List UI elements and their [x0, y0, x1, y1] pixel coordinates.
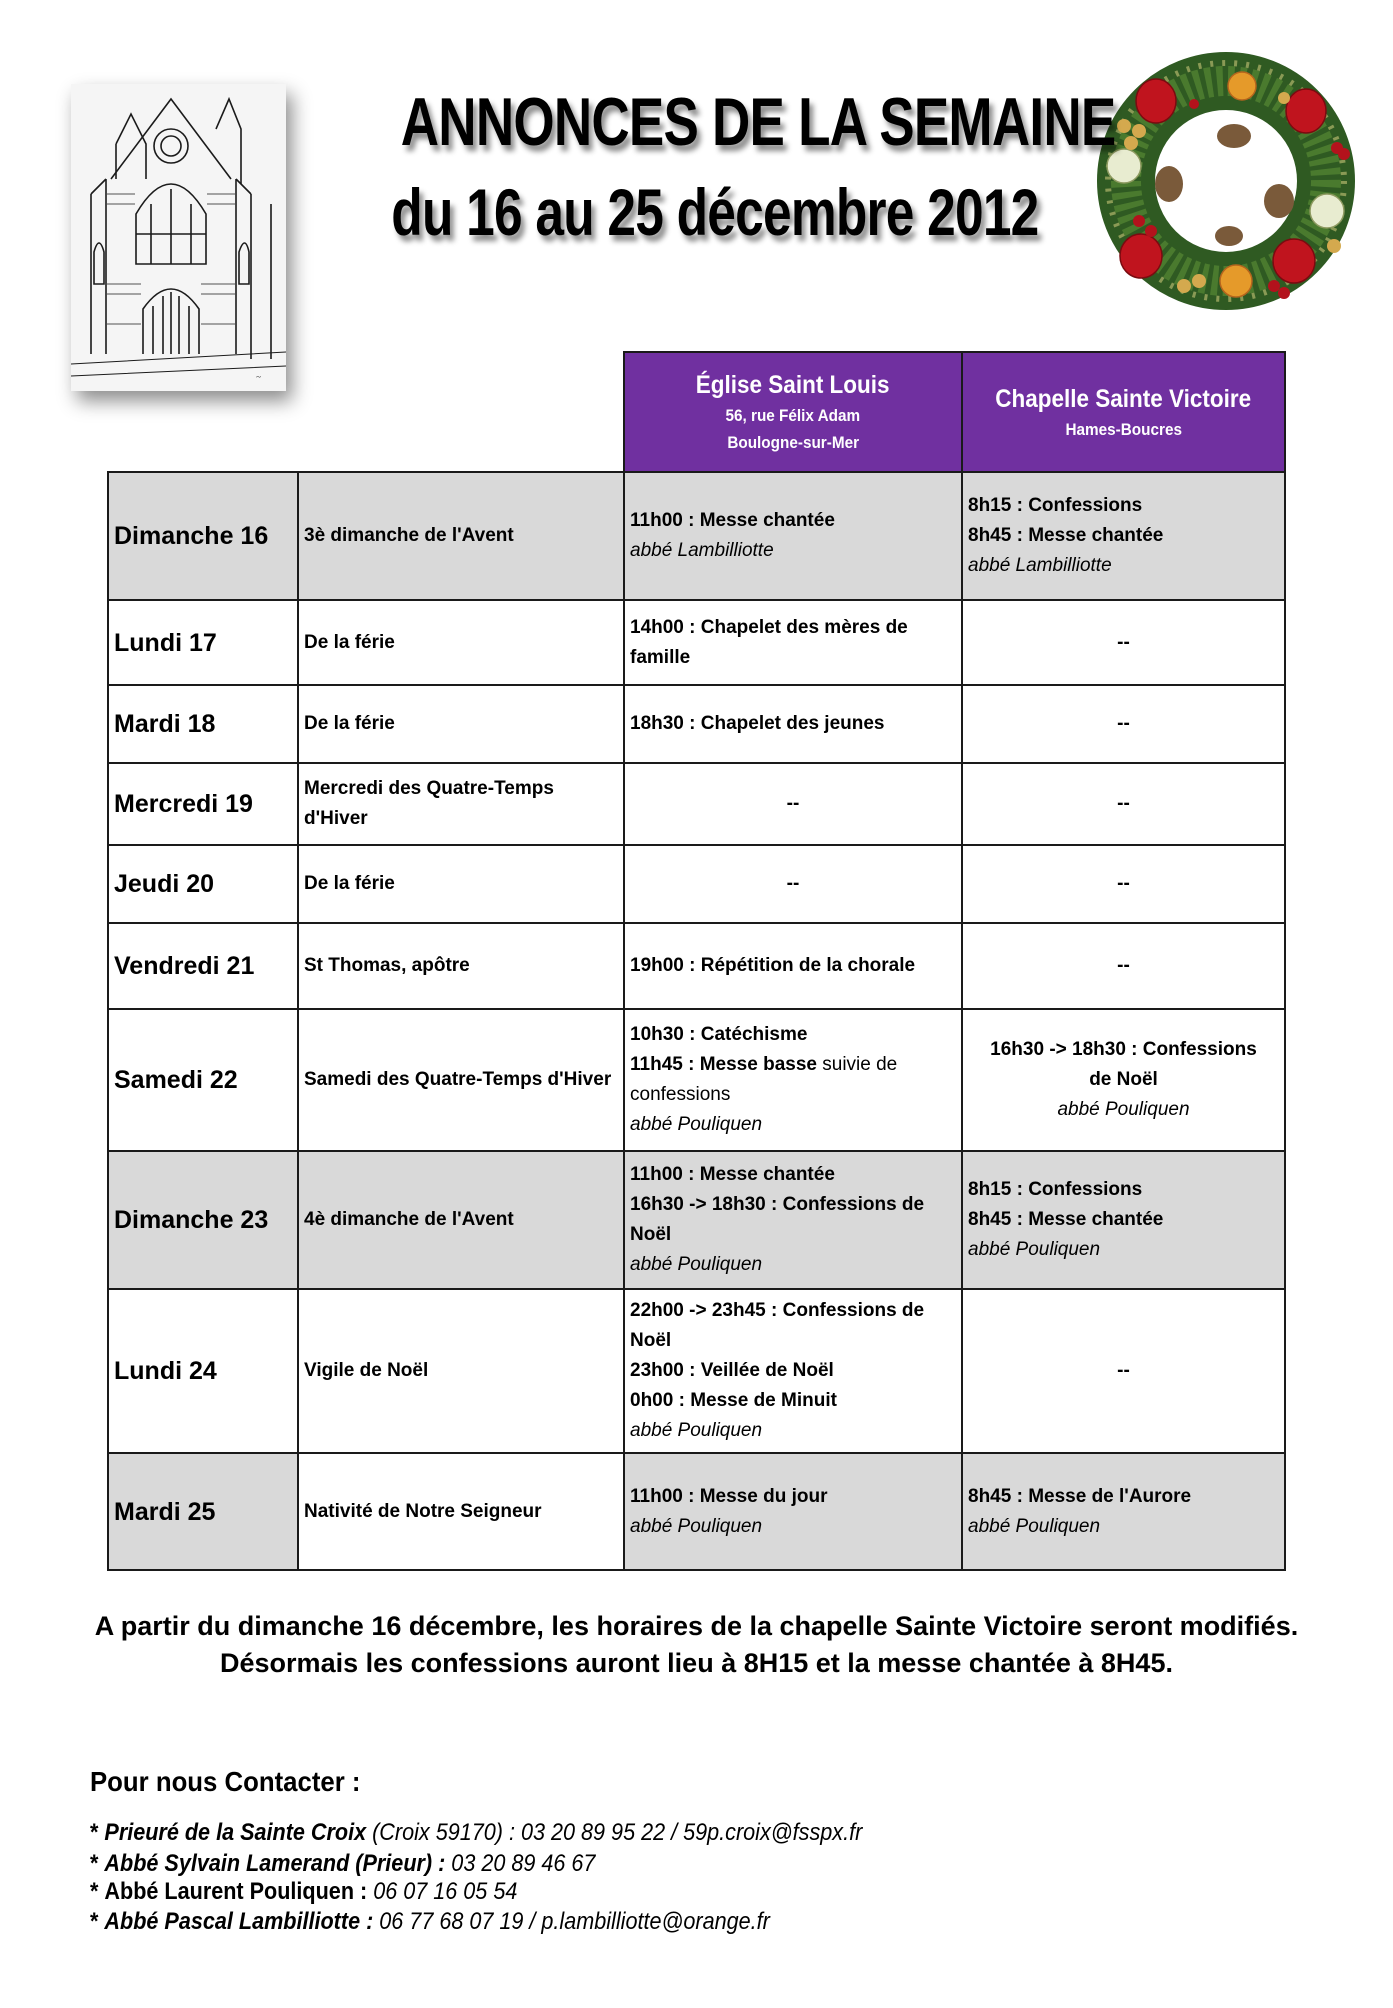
day-label: Jeudi 20: [114, 870, 215, 898]
sainte-victoire-cell: [961, 599, 1286, 686]
sainte-victoire-cell: [961, 684, 1286, 764]
contact-entry-pouliquen: [90, 1877, 517, 1907]
saint-louis-cell: [623, 471, 963, 601]
table-row: [107, 684, 1286, 764]
event-time-title: 8h15 : Confessions: [968, 1179, 1143, 1200]
feast-cell: [297, 1452, 625, 1571]
event-time-title: 23h00 : Veillée de Noël: [630, 1360, 834, 1381]
page-subtitle-text: du 16 au 25 décembre 2012: [391, 175, 1039, 249]
table-row: [107, 471, 1286, 601]
page-title: [300, 82, 1116, 162]
contact-entry-lamerand: [90, 1849, 595, 1879]
event-time-title: 8h45 : Messe de l'Aurore: [968, 1485, 1192, 1507]
column-header-city: Boulogne-sur-Mer: [727, 433, 859, 452]
celebrant-name: abbé Pouliquen: [630, 1114, 763, 1135]
saint-louis-cell: [623, 684, 963, 764]
table-row: [107, 1452, 1286, 1571]
sainte-victoire-cell: [961, 471, 1286, 601]
event-time-title: 14h00 : Chapelet des mères de famille: [630, 616, 908, 668]
bullet: *: [90, 1850, 99, 1877]
sainte-victoire-cell: [961, 1008, 1286, 1152]
bullet: *: [90, 1878, 99, 1905]
contact-name: Prieuré de la Sainte Croix: [104, 1819, 367, 1846]
event-line: [968, 1482, 1279, 1512]
event-time-title: 11h45 : Messe basse: [630, 1054, 817, 1075]
advent-wreath-image: [1084, 36, 1368, 320]
no-event-dash: --: [786, 793, 800, 814]
saint-louis-cell: [623, 599, 963, 686]
feast-label: Samedi des Quatre-Temps d'Hiver: [304, 1069, 612, 1090]
sainte-victoire-cell: [961, 1452, 1286, 1571]
contact-name: Abbé Sylvain Lamerand (Prieur) :: [104, 1850, 446, 1877]
column-header-address: 56, rue Félix Adam: [725, 406, 861, 425]
event-time-title: 11h00 : Messe du jour: [630, 1485, 828, 1507]
day-cell: [107, 1150, 299, 1290]
column-header-city: Hames-Boucres: [1065, 419, 1182, 439]
event-line: [968, 1175, 1279, 1205]
day-label: Vendredi 21: [114, 952, 255, 980]
event-line: [987, 1035, 1260, 1095]
celebrant-name: abbé Pouliquen: [630, 1254, 763, 1275]
event-line: [630, 1386, 956, 1416]
church-drawing-image: [71, 84, 286, 391]
bullet: *: [90, 1908, 99, 1935]
contact-details: 06 07 16 05 54: [367, 1878, 518, 1905]
no-event-dash: --: [1117, 1360, 1130, 1381]
celebrant-name: abbé Pouliquen: [968, 1515, 1101, 1537]
event-time-title: 22h00 -> 23h45 : Confessions de Noël: [630, 1300, 925, 1351]
sainte-victoire-cell: [961, 1150, 1286, 1290]
saint-louis-cell: [623, 1452, 963, 1571]
saint-louis-cell: [623, 1008, 963, 1152]
event-line: [630, 1160, 956, 1190]
event-time-title: 8h45 : Messe chantée: [968, 1209, 1164, 1230]
event-line: [968, 521, 1279, 551]
table-row: [107, 922, 1286, 1010]
feast-label: De la férie: [304, 873, 395, 894]
day-label: Dimanche 23: [114, 1206, 269, 1234]
day-cell: [107, 922, 299, 1010]
event-line: [968, 1205, 1279, 1235]
contact-details: 06 77 68 07 19 / p.lambilliotte@orange.fr: [373, 1908, 770, 1935]
feast-label: 4è dimanche de l'Avent: [304, 1209, 514, 1230]
event-time-title: 0h00 : Messe de Minuit: [630, 1390, 837, 1411]
feast-label: De la férie: [304, 713, 395, 734]
celebrant-name: abbé Pouliquen: [968, 1239, 1101, 1260]
no-event-dash: --: [1117, 713, 1130, 734]
day-cell: [107, 844, 299, 924]
day-cell: [107, 762, 299, 846]
day-label: Dimanche 16: [114, 522, 269, 550]
day-label: Mercredi 19: [114, 790, 253, 818]
event-line: [630, 1050, 956, 1110]
celebrant-name: abbé Pouliquen: [630, 1420, 763, 1441]
column-header-name: Église Saint Louis: [696, 371, 890, 399]
feast-cell: [297, 1008, 625, 1152]
day-cell: [107, 1452, 299, 1571]
feast-label: Mercredi des Quatre-Temps d'Hiver: [304, 778, 554, 829]
notice-line-1: A partir du dimanche 16 décembre, les horaires de la chapelle Sainte Victoire seront modifiés.: [94, 1611, 1299, 1641]
day-label: Lundi 17: [114, 628, 217, 657]
event-line: [630, 613, 956, 673]
event-line: [630, 1296, 956, 1356]
event-line: [968, 491, 1279, 521]
saint-louis-cell: [623, 762, 963, 846]
column-header-eglise-saint-louis: [623, 351, 963, 473]
feast-cell: [297, 922, 625, 1010]
table-row: [107, 1288, 1286, 1454]
svg-text:~: ~: [256, 372, 261, 382]
no-event-dash: --: [1117, 793, 1130, 814]
contact-name: Abbé Pascal Lambilliotte :: [104, 1908, 374, 1935]
feast-cell: [297, 1150, 625, 1290]
event-note: suivie de confessions: [630, 1054, 898, 1105]
contact-details: (Croix 59170) : 03 20 89 95 22 / 59p.croix@fsspx.fr: [366, 1819, 863, 1846]
day-cell: [107, 471, 299, 601]
no-event-dash: --: [1117, 955, 1130, 976]
day-label: Lundi 24: [114, 1357, 217, 1385]
feast-label: Nativité de Notre Seigneur: [304, 1500, 542, 1522]
celebrant-name: abbé Lambilliotte: [968, 555, 1112, 576]
no-event-dash: --: [786, 873, 800, 894]
event-line: [630, 1020, 956, 1050]
no-event-dash: --: [1117, 631, 1130, 653]
event-time-title: 18h30 : Chapelet des jeunes: [630, 713, 885, 734]
contact-heading: Pour nous Contacter :: [90, 1766, 361, 1797]
feast-cell: [297, 471, 625, 601]
event-time-title: 11h00 : Messe chantée: [630, 1164, 835, 1185]
feast-label: Vigile de Noël: [304, 1360, 429, 1381]
feast-cell: [297, 684, 625, 764]
event-time-title: 16h30 -> 18h30 : Confessions de Noël: [990, 1039, 1257, 1090]
day-label: Mardi 18: [114, 710, 216, 738]
day-cell: [107, 684, 299, 764]
event-time-title: 19h00 : Répétition de la chorale: [630, 955, 916, 976]
contact-entry-prieure: [90, 1818, 862, 1848]
contact-entry-lambilliotte: [90, 1907, 770, 1937]
day-label: Samedi 22: [114, 1066, 238, 1094]
feast-cell: [297, 762, 625, 846]
saint-louis-cell: [623, 1150, 963, 1290]
event-line: [630, 506, 956, 536]
saint-louis-cell: [623, 1288, 963, 1454]
celebrant-name: abbé Pouliquen: [630, 1515, 763, 1537]
celebrant-name: abbé Lambilliotte: [630, 540, 774, 561]
feast-cell: [297, 844, 625, 924]
event-line: [630, 1356, 956, 1386]
sainte-victoire-cell: [961, 762, 1286, 846]
day-label: Mardi 25: [114, 1497, 216, 1526]
feast-cell: [297, 599, 625, 686]
sainte-victoire-cell: [961, 1288, 1286, 1454]
day-cell: [107, 1008, 299, 1152]
day-cell: [107, 1288, 299, 1454]
advent-wreath-icon: [1084, 36, 1368, 320]
feast-cell: [297, 1288, 625, 1454]
feast-label: St Thomas, apôtre: [304, 955, 470, 976]
sainte-victoire-cell: [961, 844, 1286, 924]
event-line: [630, 1482, 956, 1512]
event-line: [630, 709, 956, 739]
table-row: [107, 1008, 1286, 1152]
event-line: [630, 1190, 956, 1250]
table-row: [107, 1150, 1286, 1290]
saint-louis-cell: [623, 844, 963, 924]
event-time-title: 8h15 : Confessions: [968, 495, 1143, 516]
column-header-chapelle-sainte-victoire: [961, 351, 1286, 473]
feast-label: 3è dimanche de l'Avent: [304, 525, 514, 546]
saint-louis-cell: [623, 922, 963, 1010]
contact-details: 03 20 89 46 67: [445, 1850, 596, 1877]
page-title-text: ANNONCES DE LA SEMAINE: [400, 84, 1116, 160]
event-time-title: 8h45 : Messe chantée: [968, 525, 1164, 546]
day-cell: [107, 599, 299, 686]
event-time-title: 10h30 : Catéchisme: [630, 1024, 808, 1045]
event-line: [630, 951, 956, 981]
table-row: [107, 762, 1286, 846]
column-header-name: Chapelle Sainte Victoire: [995, 384, 1252, 413]
table-row: [107, 599, 1286, 686]
no-event-dash: --: [1117, 873, 1130, 894]
church-illustration-icon: [71, 84, 286, 391]
table-row: [107, 844, 1286, 924]
event-time-title: 16h30 -> 18h30 : Confessions de Noël: [630, 1194, 925, 1245]
celebrant-name: abbé Pouliquen: [1057, 1099, 1190, 1120]
event-time-title: 11h00 : Messe chantée: [630, 510, 835, 531]
bullet: *: [90, 1819, 99, 1846]
contact-name: Abbé Laurent Pouliquen :: [104, 1878, 368, 1905]
page-subtitle: [300, 172, 1090, 252]
feast-label: De la férie: [304, 631, 395, 653]
notice-line-2: Désormais les confessions auront lieu à 8H15 et la messe chantée à 8H45.: [220, 1648, 1173, 1678]
sainte-victoire-cell: [961, 922, 1286, 1010]
